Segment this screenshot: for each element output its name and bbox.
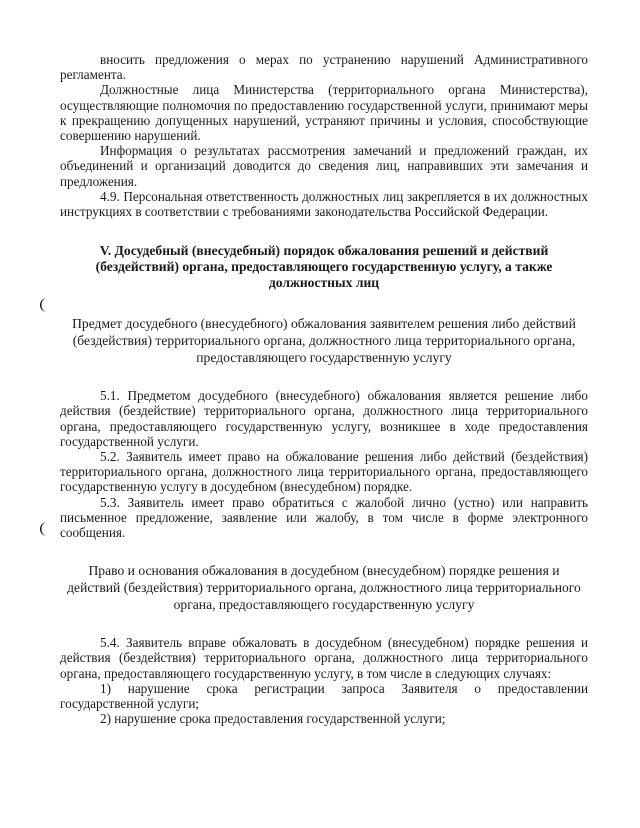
paragraph-continuation: вносить предложения о мерах по устранению нарушений Административного регламента. [60,52,588,83]
hole-punch-mark-top [36,297,52,313]
list-item-2: 2) нарушение срока предоставления государственной услуги; [100,711,446,727]
section-v-title: V. Досудебный (внесудебный) порядок обжалования решений и действий (бездействий) органа, предоставляющего государственную услугу, а также должностных лиц [95,243,553,291]
subtitle-appeal-grounds: Право и основания обжалования в досудебном (внесудебном) порядке решения и действий (бездействия) территориального органа, должностного лица территориального органа, предоставляющего государственную услугу [67,563,581,613]
paragraph-5-4: 5.4. Заявитель вправе обжаловать в досудебном (внесудебном) порядке решения и действия (бездействия) территориального органа, должностного лица территориального органа, предоставляющего государственную услугу, в том числе в следующих случаях: [60,635,588,681]
subtitle-appeal-subject: Предмет досудебного (внесудебного) обжалования заявителем решения либо действий (бездействия) территориального органа, должностного лица территориального органа, предоставляющего государственную услугу [72,316,576,366]
hole-punch-mark-bottom [36,521,52,537]
paragraph-5-1: 5.1. Предметом досудебного (внесудебного) обжалования является решение либо действия (бездействие) территориального органа, должностного лица территориального органа, предоставляющего государственную услугу, возникшее в ходе предоставления государственной услуги. [60,388,588,449]
list-item-1: 1) нарушение срока регистрации запроса Заявителя о предоставлении государственной услуги; [60,680,588,712]
paragraph-review-results: Информация о результатах рассмотрения замечаний и предложений граждан, их объединений и организаций доводится до сведения лиц, направивших эти замечания и предложения. [60,143,588,189]
paragraph-4-9: 4.9. Персональная ответственность должностных лиц закрепляется в их должностных инструкциях в соответствии с требованиями законодательства Российской Федерации. [60,188,588,220]
paragraph-5-3: 5.3. Заявитель имеет право обратиться с жалобой лично (устно) или направить письменное предложение, заявление или жалобу, в том числе в форме электронного сообщения. [60,494,588,541]
paragraph-officials-measures: Должностные лица Министерства (территориального органа Министерства), осуществляющие полномочия по предоставлению государственной услуги, принимают меры к прекращению допущенных нарушений, устраняют причины и условия, способствующие совершению нарушений. [60,82,588,144]
paragraph-5-2: 5.2. Заявитель имеет право на обжалование решения либо действий (бездействия) территориального органа, должностного лица территориального органа, предоставляющего государственную услугу в досудебном (внесудебном) порядке. [60,449,588,495]
document-page [60,52,588,726]
